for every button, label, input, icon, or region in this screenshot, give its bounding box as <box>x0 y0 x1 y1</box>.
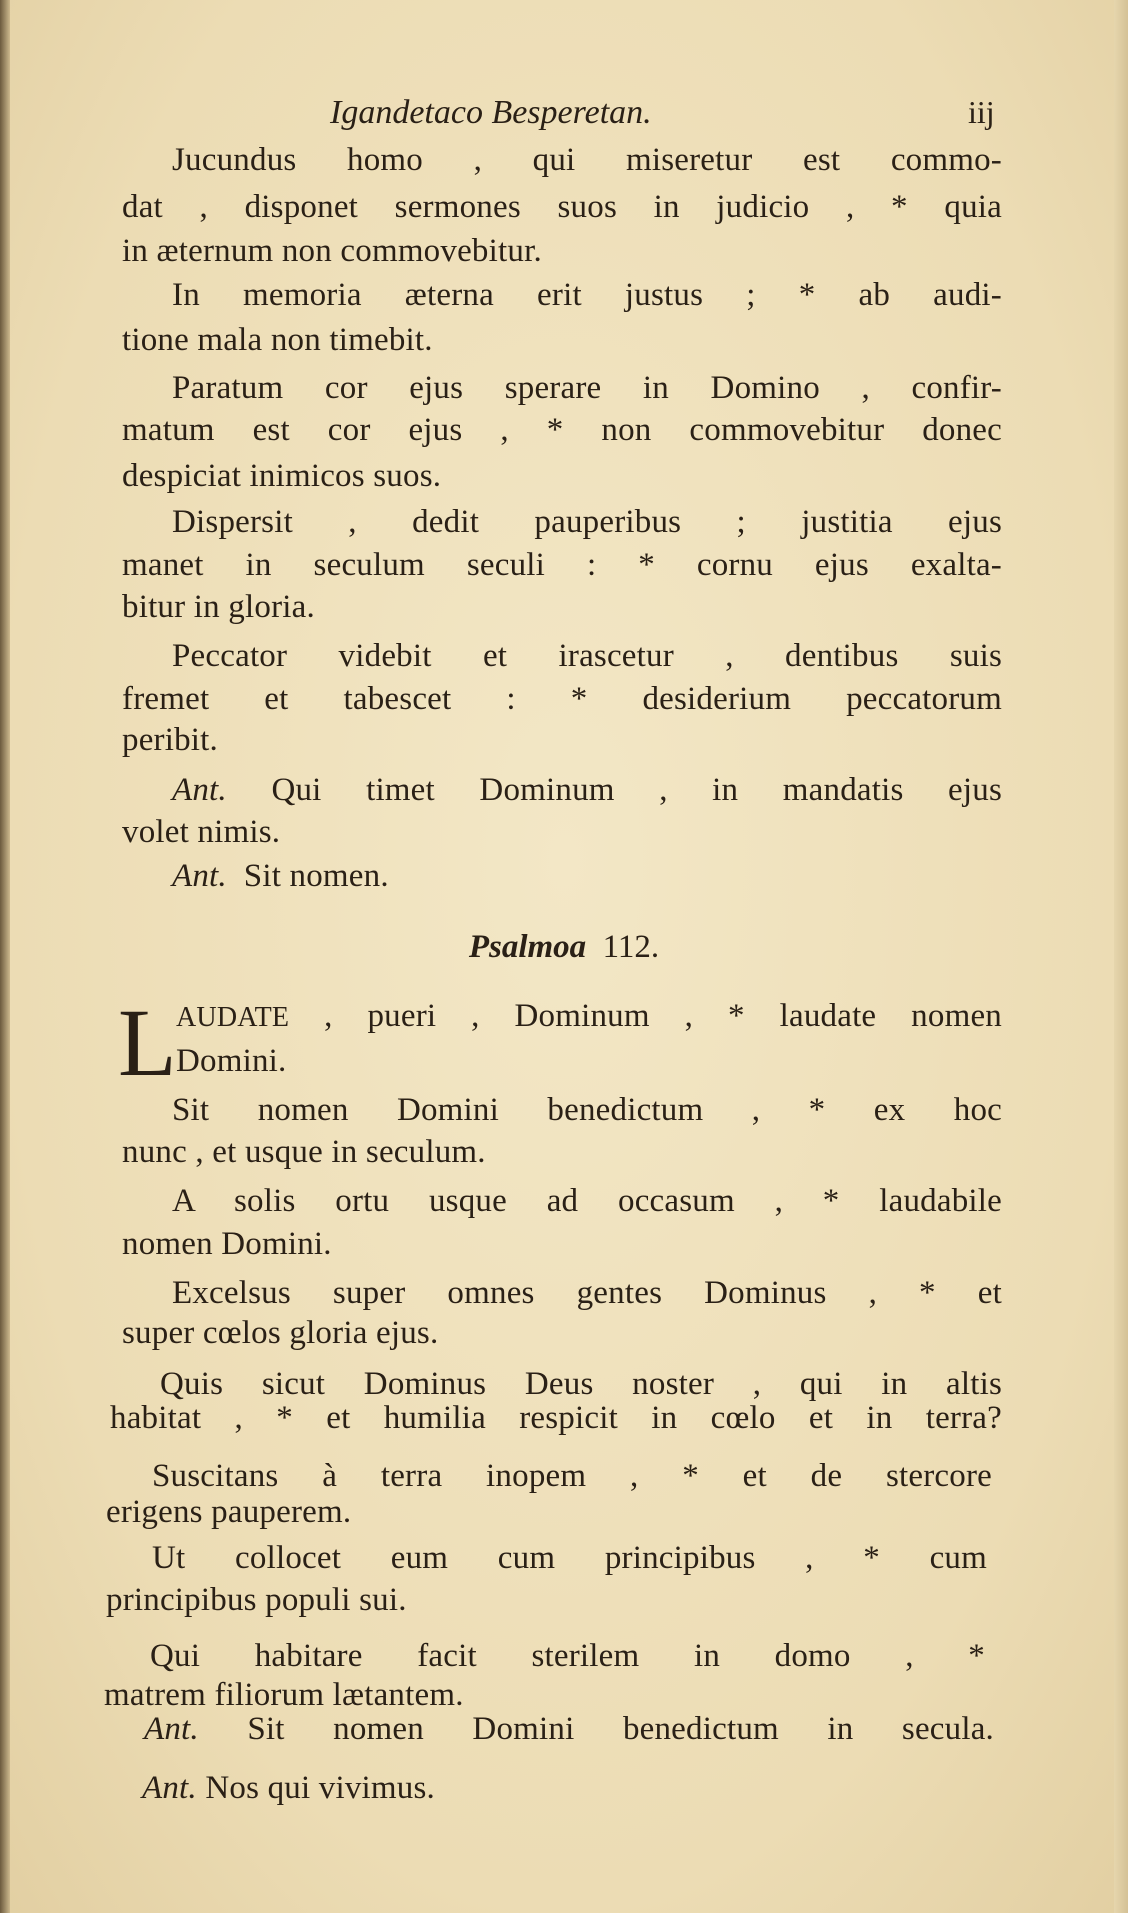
antiphon-line <box>144 1707 994 1751</box>
text-line: Dispersit , dedit pauperibus ; justitia ejus <box>172 504 1002 540</box>
small-caps-word: AUDATE <box>176 1002 290 1033</box>
text-line: Peccator videbit et irascetur , dentibus suis <box>172 638 1002 674</box>
antiphon-text: Nos qui vivimus. <box>205 1770 435 1806</box>
antiphon-label: Ant. <box>142 1770 197 1806</box>
text-line: Excelsus super omnes gentes Dominus , * et <box>172 1275 1002 1311</box>
text-line: Qui habitare facit sterilem in domo , * <box>150 1638 985 1674</box>
text-line: Paratum cor ejus sperare in Domino , confir- <box>172 370 1002 406</box>
text-line: erigens pauperem. <box>106 1494 352 1530</box>
text-line: In memoria æterna erit justus ; * ab audi- <box>172 277 1002 313</box>
text-line <box>176 994 1002 1038</box>
text-line: in æternum non commovebitur. <box>122 233 542 269</box>
text-line: tione mala non timebit. <box>122 322 433 358</box>
running-title: Igandetaco Besperetan. <box>330 94 652 131</box>
text-line: Sit nomen Domini benedictum , * ex hoc <box>172 1092 1002 1128</box>
antiphon-line <box>142 1766 1022 1810</box>
text-line: matum est cor ejus , * non commovebitur donec <box>122 412 1002 448</box>
text-line: Quis sicut Dominus Deus noster , qui in altis <box>160 1366 1002 1402</box>
antiphon-line: volet nimis. <box>122 814 281 850</box>
psalm-number: 112. <box>602 929 660 965</box>
antiphon-label: Ant. <box>172 772 227 808</box>
antiphon-label: Ant. <box>172 858 227 894</box>
psalm-title-word: Psalmoa <box>468 929 587 965</box>
antiphon-line <box>172 854 1002 898</box>
antiphon-text: Qui timet Dominum , in mandatis ejus <box>271 772 1003 808</box>
text-line: nomen Domini. <box>122 1226 332 1262</box>
antiphon-line <box>172 768 1002 812</box>
text-line: manet in seculum seculi : * cornu ejus exalta- <box>122 547 1002 583</box>
antiphon-label: Ant. <box>144 1711 199 1747</box>
text-line: despiciat inimicos suos. <box>122 458 442 494</box>
text-line: Domini. <box>176 1043 287 1079</box>
antiphon-text: Sit nomen Domini benedictum in secula. <box>247 1711 995 1747</box>
page-number: iij <box>968 94 995 130</box>
text-line: super cœlos gloria ejus. <box>122 1315 439 1351</box>
text-line: A solis ortu usque ad occasum , * laudabile <box>172 1183 1002 1219</box>
text-line: peribit. <box>122 722 218 758</box>
text-line: fremet et tabescet : * desiderium peccatorum <box>122 681 1002 717</box>
text-fragment: , pueri , Dominum , * laudate nomen <box>289 998 1002 1034</box>
text-line: Jucundus homo , qui miseretur est commo- <box>172 142 1002 178</box>
text-line: nunc , et usque in seculum. <box>122 1134 486 1170</box>
text-line: Ut collocet eum cum principibus , * cum <box>152 1540 987 1576</box>
text-line: matrem filiorum lætantem. <box>104 1677 464 1713</box>
text-line: habitat , * et humilia respicit in cœlo et in terra? <box>110 1400 1002 1436</box>
text-line: Suscitans à terra inopem , * et de stercore <box>152 1458 992 1494</box>
text-line: dat , disponet sermones suos in judicio , * quia <box>122 189 1002 225</box>
text-line: principibus populi sui. <box>106 1582 407 1618</box>
antiphon-text: Sit nomen. <box>243 858 389 894</box>
text-line: bitur in gloria. <box>122 589 315 625</box>
psalm-title <box>0 929 1128 966</box>
drop-cap: L <box>118 989 177 1096</box>
